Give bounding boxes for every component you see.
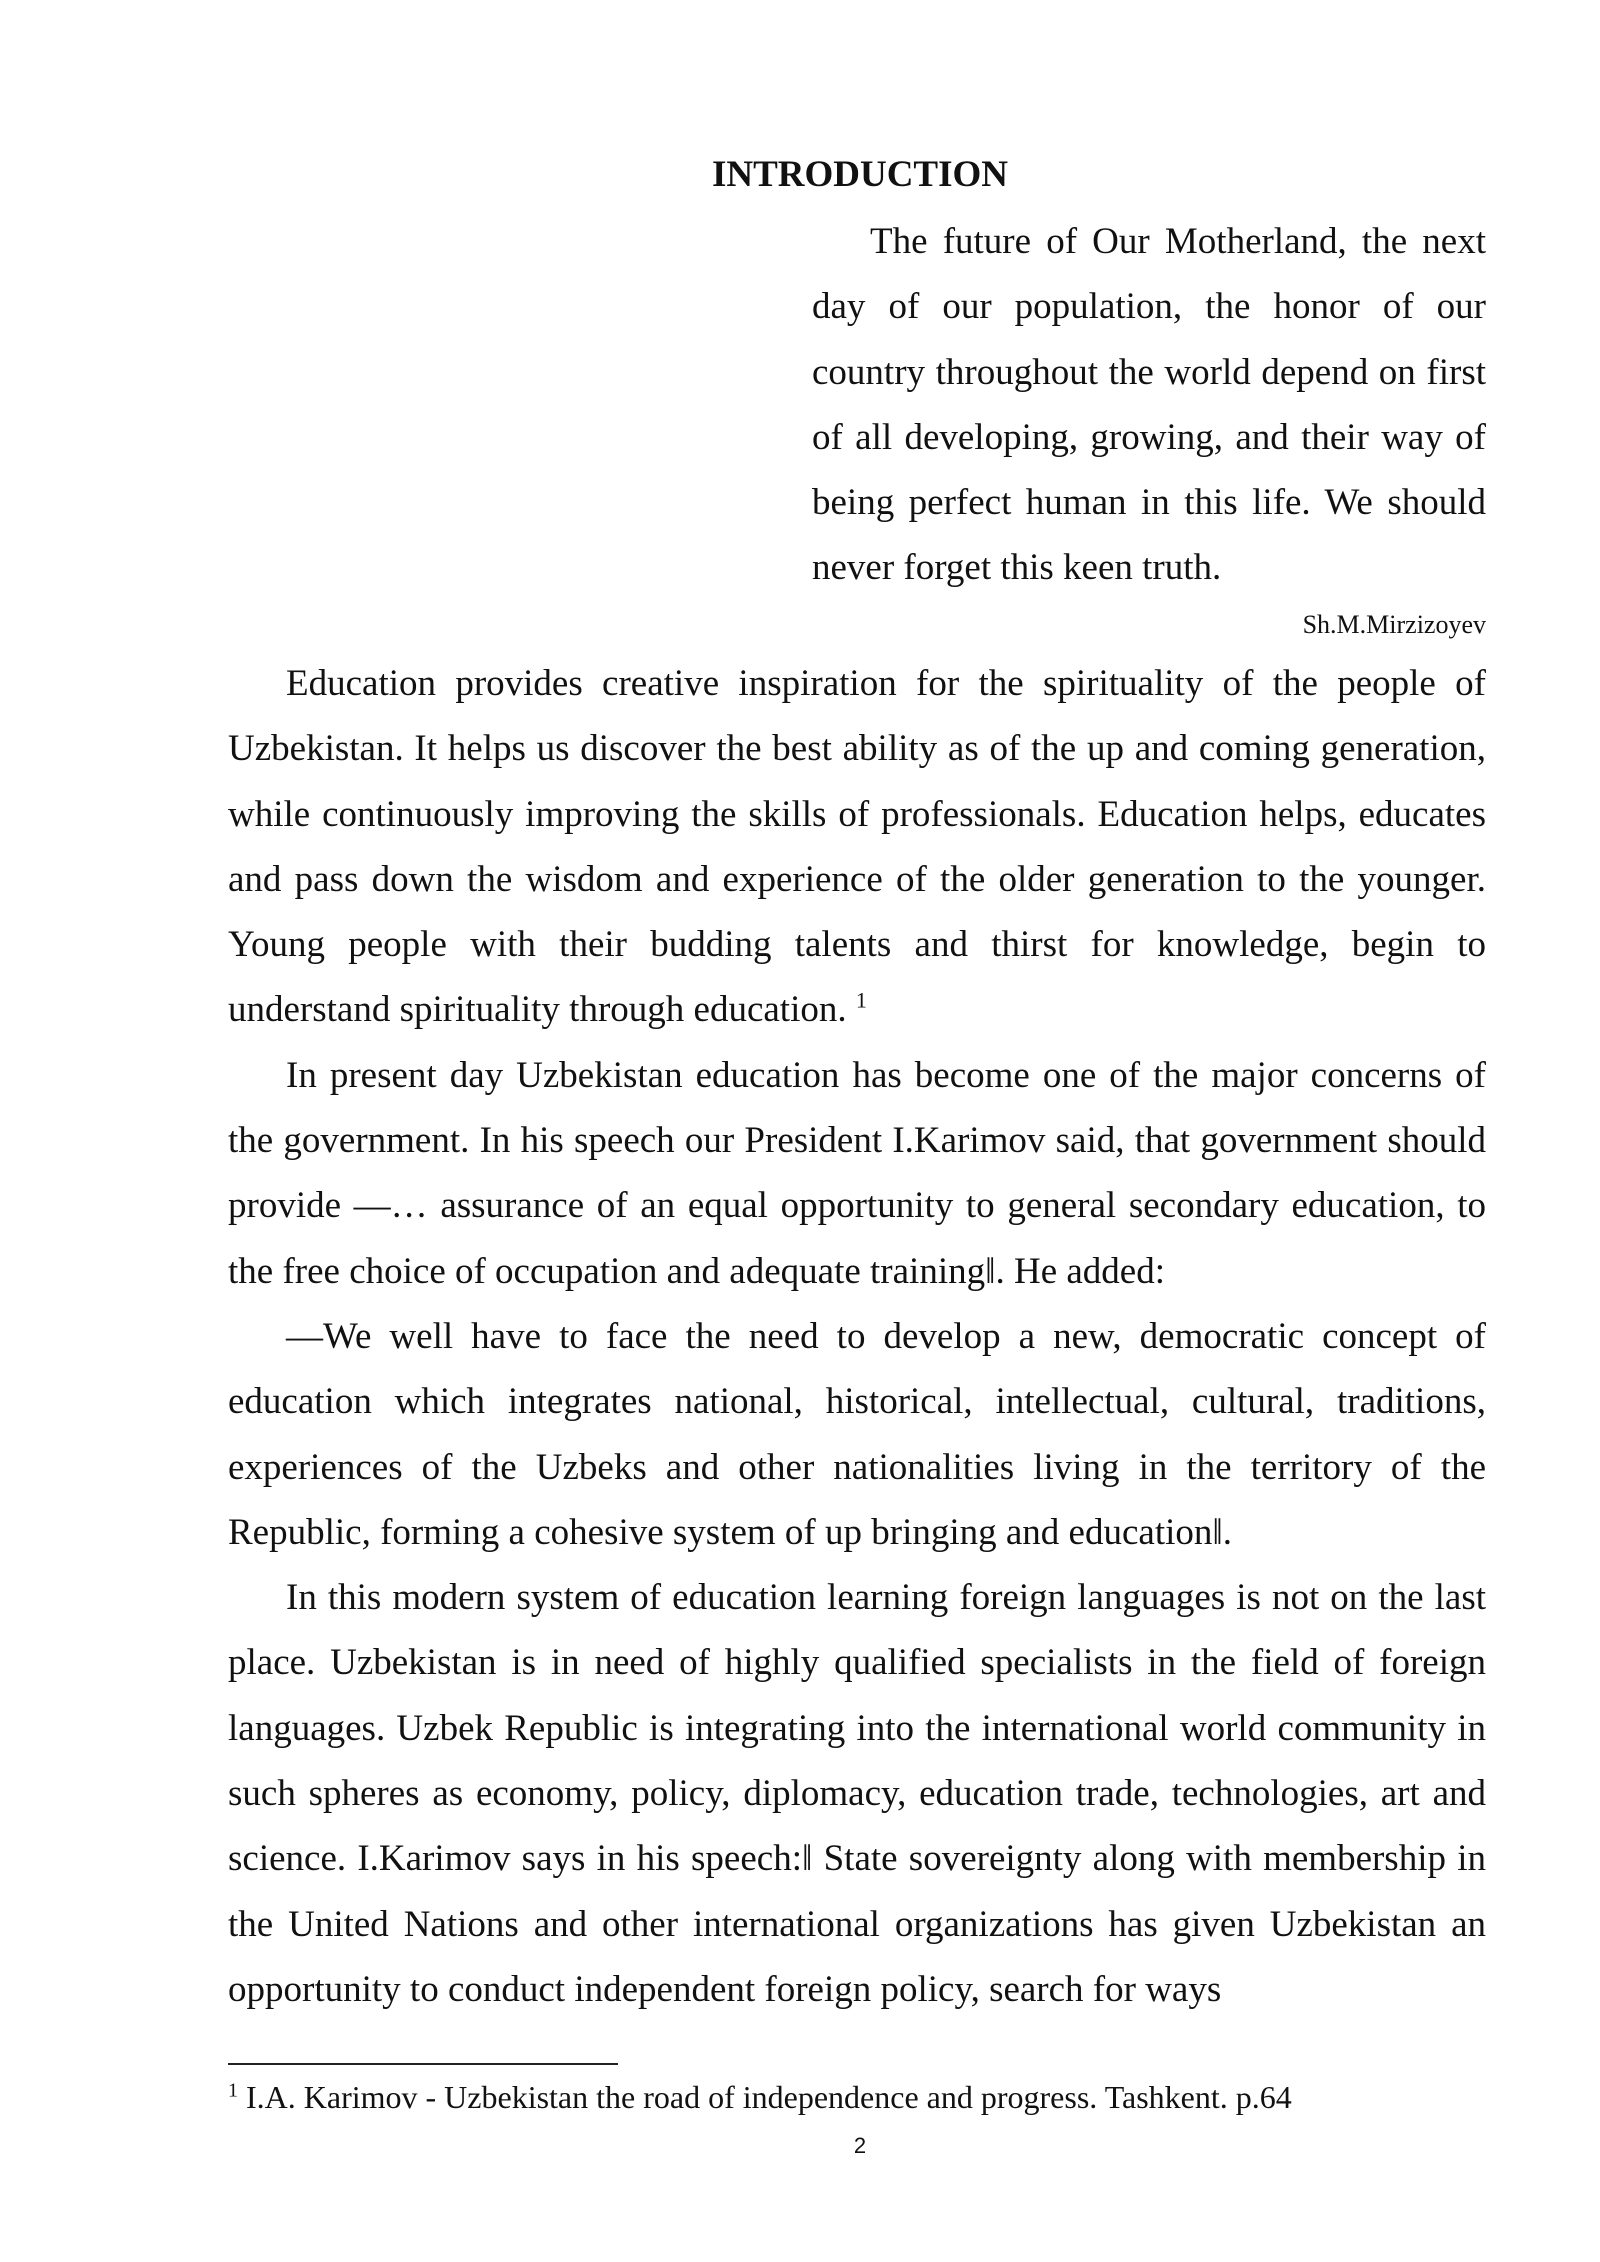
paragraph-3-quote: ―We well have to face the need to develop a new, democratic concept of education which integrates national, historical, intellectual, cultural, traditions, experiences of the Uzbeks and other nationalities living in the territory of the Republic, forming a cohesive system of up bringing and education‖. — [228, 1315, 1486, 1553]
footnote-marker: 1 — [228, 2079, 238, 2102]
epigraph-quote: The future of Our Motherland, the next day of our population, the honor of our country throughout the world depend on first of all developing, growing, and their way of being perfect human in this life. We should never forget this keen truth. — [812, 221, 1486, 589]
footnote — [228, 2076, 1486, 2118]
footnote-separator — [228, 2063, 618, 2065]
page-number: 2 — [853, 2133, 867, 2158]
page-title: INTRODUCTION — [711, 154, 1009, 195]
paragraph-1 — [228, 651, 1486, 1043]
epigraph-author: Sh.M.Mirzizoyev — [1302, 610, 1486, 639]
paragraph-2: In present day Uzbekistan education has become one of the major concerns of the government. In his speech our President I.Karimov said, that government should provide ―… assurance of an equal opportunity to general secondary education, to the free choice of occupation and adequate training‖. He added: — [228, 1054, 1486, 1292]
footnote-reference: 1 — [855, 988, 867, 1014]
body-text — [228, 651, 1486, 2022]
paragraph-1-text: Education provides creative inspiration for the spirituality of the people of Uzbekistan. It helps us discover the best ability as of the up and coming generation, while continuously improving the skills of professionals. Education helps, educates and pass down the wisdom and experience of the older generation to the younger. Young people with their budding talents and thirst for knowledge, begin to understand spirituality through education. — [228, 663, 1486, 1031]
paragraph-4: In this modern system of education learning foreign languages is not on the last place. Uzbekistan is in need of highly qualified specialists in the field of foreign languages. Uzbek Republic is integrating into the international world community in such spheres as economy, policy, diplomacy, education trade, technologies, art and science. I.Karimov says in his speech:‖ State sovereignty along with membership in the United Nations and other international organizations has given Uzbekistan an opportunity to conduct independent foreign policy, search for ways — [228, 1577, 1486, 2010]
footnote-text: I.A. Karimov - Uzbekistan the road of independence and progress. Tashkent. p.64 — [238, 2079, 1292, 2115]
